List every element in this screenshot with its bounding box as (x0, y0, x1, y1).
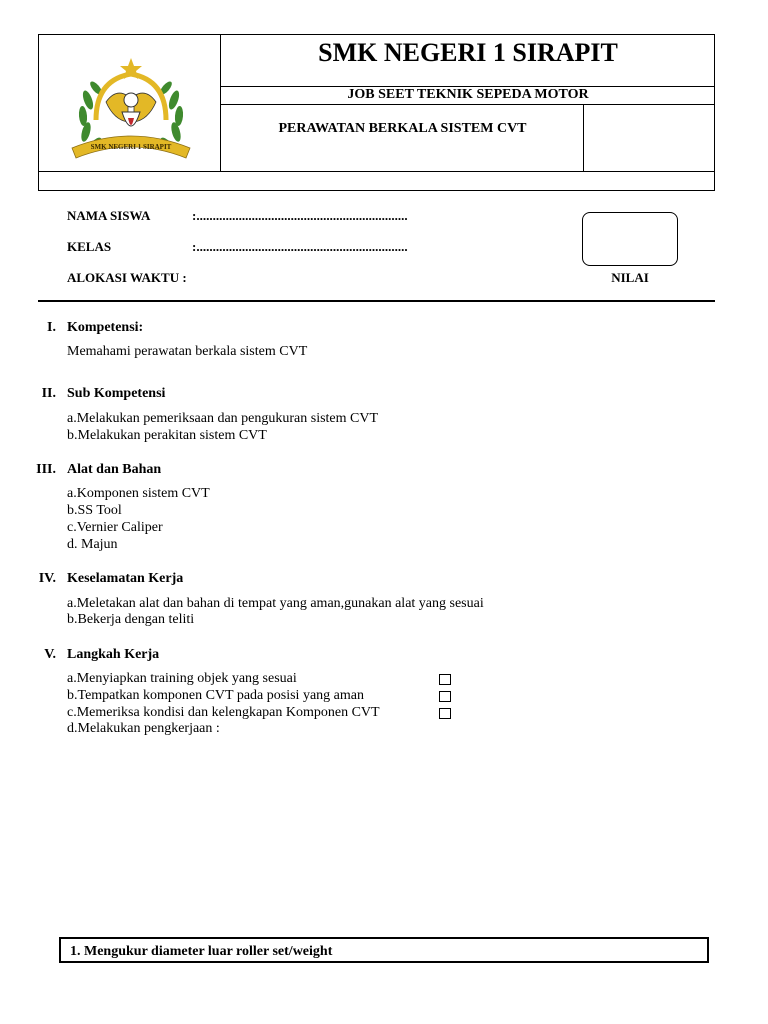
list-item: b.SS Tool (67, 503, 122, 518)
section-title-langkah-kerja: Langkah Kerja (67, 647, 160, 662)
student-name-label: NAMA SISWA (67, 208, 151, 223)
step-checkbox-c[interactable] (439, 708, 451, 719)
list-item: a.Meletakan alat dan bahan di tempat yang aman,gunakan alat yang sesuai (67, 596, 484, 611)
list-item: a.Menyiapkan training objek yang sesuai (67, 671, 297, 686)
list-item: a.Komponen sistem CVT (67, 486, 210, 501)
section-title-alat-bahan: Alat dan Bahan (67, 462, 162, 477)
section-title-keselamatan: Keselamatan Kerja (67, 571, 184, 586)
list-item: b.Tempatkan komponen CVT pada posisi yang aman (67, 688, 364, 703)
class-label: KELAS (67, 239, 112, 254)
step-checkbox-a[interactable] (439, 674, 451, 685)
school-emblem-icon (66, 50, 196, 165)
section-number: V. (44, 647, 56, 662)
list-item: d. Majun (67, 537, 118, 552)
identity-separator (38, 300, 715, 302)
list-item: d.Melakukan pengkerjaan : (67, 721, 220, 736)
header-subtitle-divider (221, 104, 715, 105)
score-label: NILAI (611, 270, 649, 285)
section-title-sub-kompetensi: Sub Kompetensi (67, 386, 166, 401)
step-checkbox-b[interactable] (439, 691, 451, 702)
time-allocation-label: ALOKASI WAKTU : (67, 270, 187, 285)
header-bottom-divider (38, 171, 715, 172)
score-box[interactable] (582, 212, 678, 266)
list-item: c.Vernier Caliper (67, 520, 163, 535)
class-field[interactable]: :................................................................. (192, 239, 408, 254)
school-title: SMK NEGERI 1 SIRAPIT (318, 38, 618, 67)
section-number: IV. (38, 571, 56, 586)
section-title-kompetensi: Kompetensi: (67, 320, 144, 335)
section-number: I. (47, 320, 56, 335)
list-item: a.Melakukan pemeriksaan dan pengukuran sistem CVT (67, 411, 379, 426)
logo-banner-text: SMK NEGERI 1 SIRAPIT (90, 143, 172, 151)
list-item: b.Melakukan perakitan sistem CVT (67, 428, 267, 443)
section-number: II. (41, 386, 56, 401)
topic-title: PERAWATAN BERKALA SISTEM CVT (278, 121, 527, 136)
list-item: Memahami perawatan berkala sistem CVT (67, 344, 308, 359)
list-item: b.Bekerja dengan teliti (67, 612, 195, 627)
task-title: 1. Mengukur diameter luar roller set/weight (70, 944, 333, 959)
section-number: III. (36, 462, 56, 477)
job-sheet-title: JOB SEET TEKNIK SEPEDA MOTOR (347, 87, 589, 102)
student-name-field[interactable]: :................................................................. (192, 208, 408, 223)
school-logo (66, 50, 196, 165)
list-item: c.Memeriksa kondisi dan kelengkapan Komponen CVT (67, 705, 380, 720)
